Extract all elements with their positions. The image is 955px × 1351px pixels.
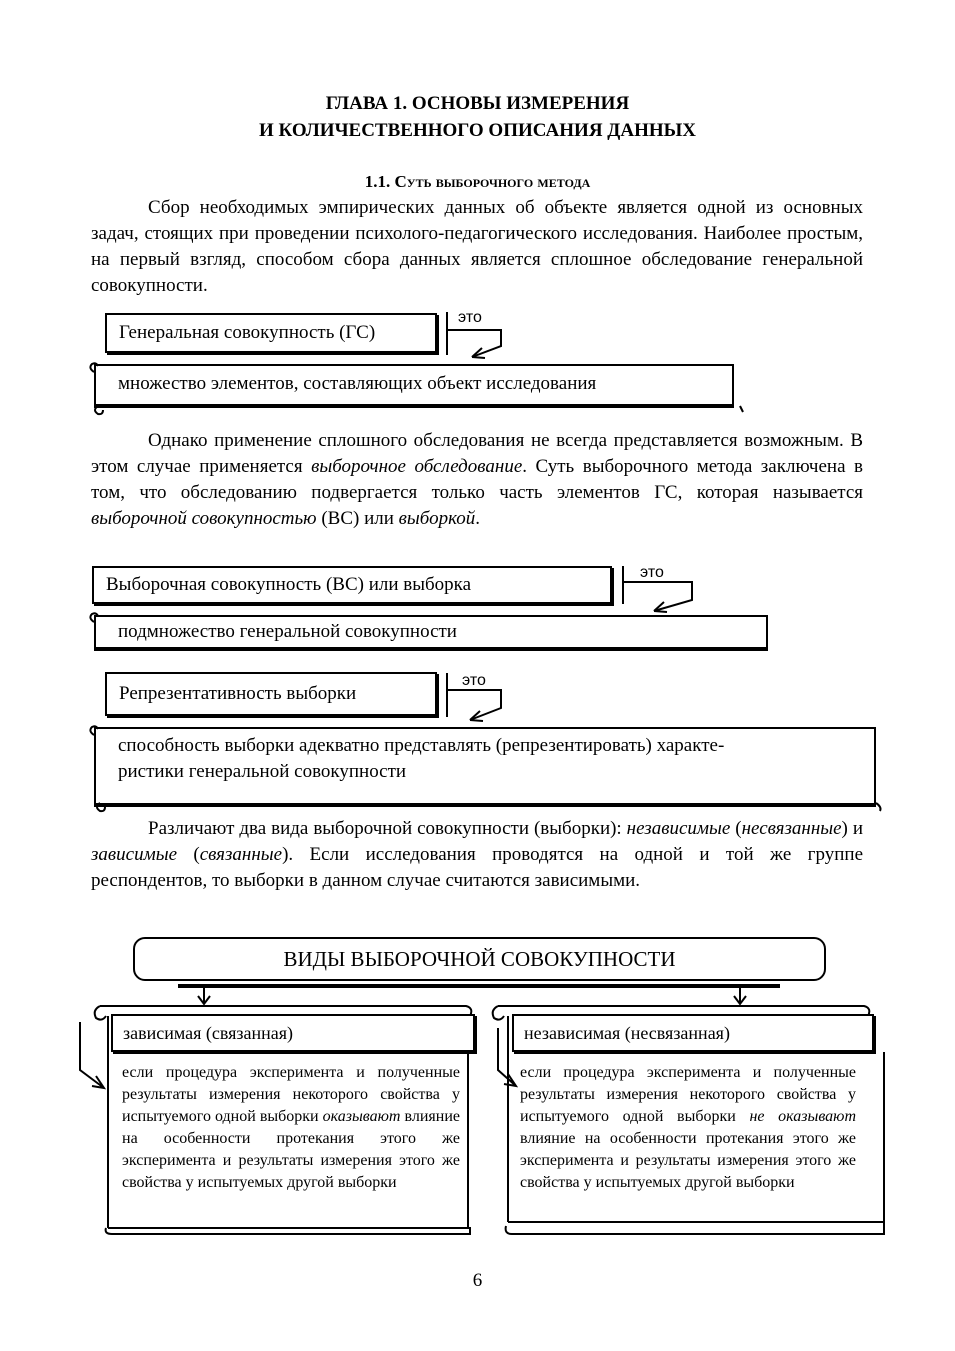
- term-sample: Выборочная совокупность (ВС) или выборка: [92, 566, 612, 604]
- left-side-arrow: [80, 1022, 104, 1088]
- page-number: 6: [472, 1270, 483, 1291]
- text-dependent: если процедура эксперимента и полученные результаты измерения некоторого свойства у испытуемого одной выборки оказывают влияние на особенности протекания этого же эксперимента и результаты измерения этого же свойства у испытуемых другой выборки: [122, 1064, 460, 1191]
- down-arrow-right: [734, 987, 746, 1004]
- term-representativeness: Репрезентативность выборки: [105, 672, 437, 716]
- connector-label: это: [640, 564, 664, 581]
- right-scroll-curl-top: [493, 1006, 504, 1020]
- scroll-curl: [876, 803, 881, 811]
- scroll-curl: [97, 803, 105, 811]
- diagram-banner: ВИДЫ ВЫБОРОЧНОЙ СОВОКУПНОСТИ: [133, 937, 826, 981]
- section-name: Суть выборочного метода: [394, 172, 591, 191]
- connector-label: это: [462, 672, 486, 689]
- connector-arrow-1: [447, 312, 501, 357]
- scroll-curl: [740, 406, 743, 412]
- heading-independent: независимая (несвязанная): [512, 1014, 874, 1052]
- connector-label: это: [458, 309, 482, 326]
- scroll-curl: [90, 613, 98, 622]
- scroll-curl: [95, 406, 103, 414]
- left-scroll-curl-top: [95, 1006, 106, 1020]
- scroll-curl: [90, 726, 98, 735]
- chapter-title-line1: ГЛАВА 1. ОСНОВЫ ИЗМЕРЕНИЯ: [325, 93, 630, 114]
- text-independent: если процедура эксперимента и полученные результаты измерения некоторого свойства у испытуемого одной выборки не оказывают влияние на особенности протекания этого же эксперимента и результаты измерения этого же свойства у испытуемых другой выборки: [520, 1064, 856, 1191]
- paragraph-1: Сбор необходимых эмпирических данных об объекте является одной из основных задач, стоящих при проведении психолого-педагогического исследования. Наиболее простым, на первый взгляд, способом сбора данных является сплошное обследование генеральной совокупности.: [91, 197, 863, 296]
- paragraph-2: Однако применение сплошного обследования не всегда представляется возможным. В этом случае применяется выборочное обследование. Суть выборочного метода заключена в том, что обследованию подвергается только часть элементов ГС, которая называется выборочной совокупностью (ВС) или выборкой.: [91, 430, 863, 529]
- section-number: 1.1.: [364, 172, 391, 191]
- down-arrow-left: [198, 987, 210, 1004]
- term-general-population: Генеральная совокупность (ГС): [105, 313, 437, 353]
- meaning-representativeness: способность выборки адекватно представлять (репрезентировать) характе- ристики генеральной совокупности: [94, 727, 876, 807]
- connector-arrow-2: [623, 566, 692, 611]
- meaning-general-population: множество элементов, составляющих объект исследования: [94, 364, 734, 408]
- paragraph-3: Различают два вида выборочной совокупности (выборки): независимые (несвязанные) и зависимые (связанные). Если исследования проводятся на одной и той же группе респондентов, то выборки в данном случае считаются зависимыми.: [91, 818, 863, 891]
- heading-dependent: зависимая (связанная): [111, 1014, 475, 1052]
- scroll-curl: [90, 363, 98, 372]
- chapter-title-line2: И КОЛИЧЕСТВЕННОГО ОПИСАНИЯ ДАННЫХ: [258, 120, 697, 141]
- meaning-sample: подмножество генеральной совокупности: [94, 615, 768, 651]
- connector-arrow-3: [447, 673, 501, 720]
